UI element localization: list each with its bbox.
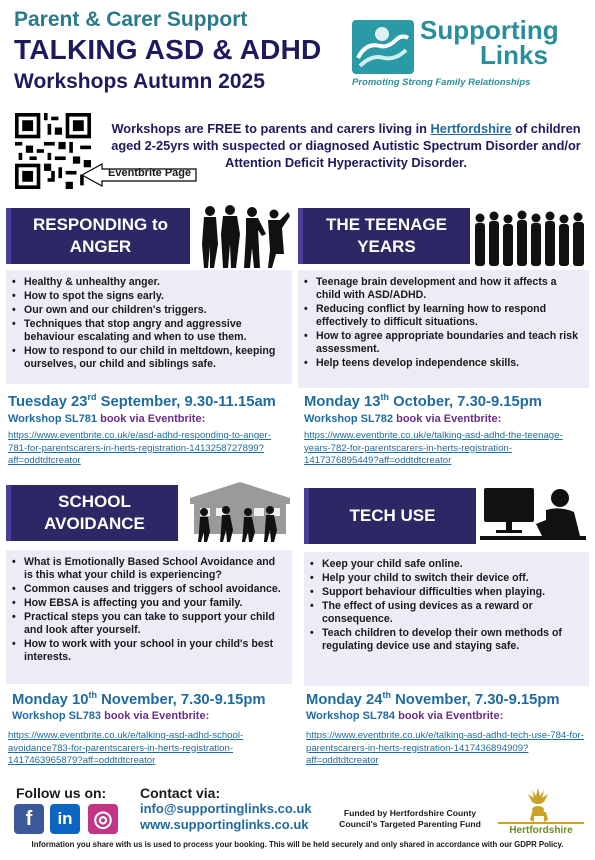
follow-us-label: Follow us on: bbox=[16, 785, 107, 801]
teenage-eventbrite-link[interactable]: https://www.eventbrite.co.uk/e/talking-asd-adhd-the-teenage-years-782-for-parentscarers-in-herts-registration-1417376895449?aff=oddtdtcreator bbox=[304, 430, 563, 466]
teenage-booking-label: Workshop SL782 book via Eventbrite: bbox=[304, 413, 502, 425]
teenage-title: THE TEENAGE YEARS bbox=[298, 208, 470, 264]
anger-date: Tuesday 23rd September, 9.30-11.15am bbox=[8, 392, 276, 410]
logo-tagline: Promoting Strong Family Relationships bbox=[352, 77, 531, 88]
contact-website-link[interactable]: www.supportinglinks.co.uk bbox=[140, 817, 309, 832]
tech-use-bullets-panel bbox=[304, 552, 589, 686]
school-avoidance-eventbrite-link[interactable]: https://www.eventbrite.co.uk/e/talking-asd-adhd-school-avoidance783-for-parentscarers-in-herts-registration-1417463965879?aff=oddtdtcreator bbox=[8, 730, 244, 766]
school-avoidance-booking-label: Workshop SL783 book via Eventbrite: bbox=[12, 710, 210, 722]
anger-title: RESPONDING to ANGER bbox=[6, 208, 190, 264]
contact-email-link[interactable]: info@supportinglinks.co.uk bbox=[140, 801, 312, 816]
school-avoidance-bullets-panel bbox=[6, 550, 292, 684]
header-line3: Workshops Autumn 2025 bbox=[14, 70, 265, 93]
tech-use-booking-label: Workshop SL784 book via Eventbrite: bbox=[306, 710, 504, 722]
list-item: • How to respond to our child in meltdown, keeping ourselves, our child and siblings safe. bbox=[24, 345, 286, 371]
list-item: • How to spot the signs early. bbox=[24, 290, 286, 303]
teenage-bullets-panel bbox=[298, 270, 589, 388]
teenage-date: Monday 13th October, 7.30-9.15pm bbox=[304, 392, 542, 410]
anger-eventbrite-link[interactable]: https://www.eventbrite.co.uk/e/asd-adhd-responding-to-anger-781-for-parentscarers-in-herts-registration-1413258727899?aff=oddtdtcreator bbox=[8, 430, 271, 466]
hertfordshire-logo-text: Hertfordshire bbox=[509, 825, 573, 834]
linkedin-icon[interactable]: in bbox=[50, 804, 80, 834]
hertfordshire-link[interactable]: Hertfordshire bbox=[430, 121, 512, 136]
school-walkers-silhouette-icon bbox=[180, 478, 292, 542]
logo-name: Supporting Links bbox=[420, 15, 559, 70]
list-item: • Help your child to switch their device off. bbox=[322, 572, 583, 585]
list-item: • Techniques that stop angry and aggressive behaviour escalating and when to use them. bbox=[24, 318, 286, 344]
hertfordshire-logo bbox=[498, 784, 584, 834]
logo-hands-icon bbox=[352, 20, 414, 74]
supporting-links-logo bbox=[352, 15, 584, 90]
intro-text: Workshops are FREE to parents and carers living in Hertfordshire of children aged 2-25yrs with suspected or diagnosed Autistic Spectrum Disorder and/or Attention Deficit Hyperactivity Disorder. bbox=[111, 121, 581, 170]
teen-group-silhouette-icon bbox=[472, 210, 590, 266]
list-item: • Healthy & unhealthy anger. bbox=[24, 276, 286, 289]
list-item: • Support behaviour difficulties when playing. bbox=[322, 586, 583, 599]
school-avoidance-date: Monday 10th November, 7.30-9.15pm bbox=[12, 690, 266, 708]
facebook-icon[interactable]: f bbox=[14, 804, 44, 834]
list-item: • Reducing conflict by learning how to respond effectively to difficult situations. bbox=[316, 303, 583, 329]
list-item: • How EBSA is affecting you and your family. bbox=[24, 597, 286, 610]
list-item: • Help teens develop independence skills. bbox=[316, 357, 583, 370]
anger-booking-label: Workshop SL781 book via Eventbrite: bbox=[8, 413, 206, 425]
list-item: • Teach children to develop their own methods of regulating device use and staying safe. bbox=[322, 627, 583, 653]
list-item: • What is Emotionally Based School Avoidance and is this what your child is experiencing? bbox=[24, 556, 286, 582]
tech-use-date: Monday 24th November, 7.30-9.15pm bbox=[306, 690, 560, 708]
instagram-icon[interactable]: ◎ bbox=[88, 804, 118, 834]
list-item: • How to agree appropriate boundaries and teach risk assessment. bbox=[316, 330, 583, 356]
list-item: • Practical steps you can take to support your child and look after yourself. bbox=[24, 611, 286, 637]
list-item: • Common causes and triggers of school avoidance. bbox=[24, 583, 286, 596]
computer-user-silhouette-icon bbox=[480, 484, 586, 544]
funding-text: Funded by Hertfordshire County Council's Targeted Parenting Fund bbox=[339, 808, 481, 829]
eventbrite-page-label[interactable]: Eventbrite Page bbox=[108, 167, 192, 179]
header-line1: Parent & Carer Support bbox=[14, 8, 248, 31]
list-item: • The effect of using devices as a reward or consequence. bbox=[322, 600, 583, 626]
contact-label: Contact via: bbox=[140, 785, 221, 801]
list-item: • Teenage brain development and how it affects a child with ASD/ADHD. bbox=[316, 276, 583, 302]
list-item: • Keep your child safe online. bbox=[322, 558, 583, 571]
anger-bullets-panel bbox=[6, 270, 292, 384]
school-avoidance-title: SCHOOL AVOIDANCE bbox=[6, 485, 178, 541]
list-item: • How to work with your school in your child's best interests. bbox=[24, 638, 286, 664]
people-silhouette-icon bbox=[196, 204, 292, 268]
tech-use-title: TECH USE bbox=[304, 488, 476, 544]
gdpr-footer: Information you share with us is used to process your booking. This will be held securely and only shared in accordance with our GDPR Policy. bbox=[31, 840, 564, 849]
tech-use-eventbrite-link[interactable]: https://www.eventbrite.co.uk/e/talking-asd-adhd-tech-use-784-for-parentscarers-in-herts-registration-1417436894909?aff=oddtdtcreator bbox=[306, 730, 584, 766]
stag-icon bbox=[498, 784, 584, 834]
header-title: TALKING ASD & ADHD bbox=[14, 34, 322, 65]
list-item: • Our own and our children's triggers. bbox=[24, 304, 286, 317]
